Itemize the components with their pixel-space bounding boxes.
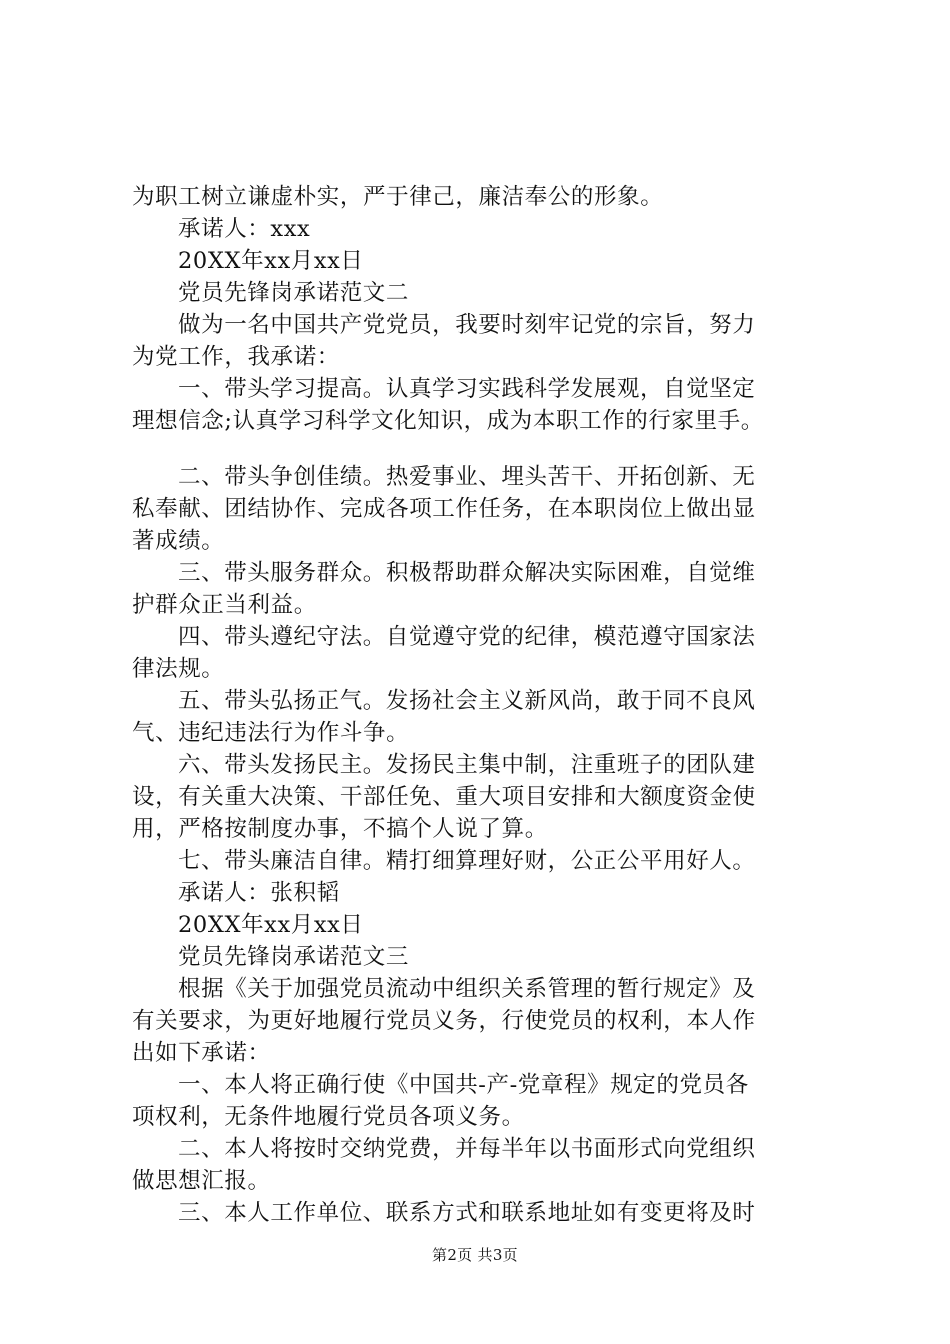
text-line: 五、带头弘扬正气。发扬社会主义新风尚，敢于同不良风	[178, 688, 756, 714]
text-line: 二、本人将按时交纳党费，并每半年以书面形式向党组织	[178, 1136, 756, 1162]
date-line: 20XX年xx月xx日	[178, 248, 364, 274]
text-line: 律法规。	[132, 656, 225, 682]
text-line: 四、带头遵纪守法。自觉遵守党的纪律，模范遵守国家法	[178, 624, 756, 650]
text-line: 六、带头发扬民主。发扬民主集中制，注重班子的团队建	[178, 752, 756, 778]
text-line: 七、带头廉洁自律。精打细算理好财，公正公平用好人。	[178, 848, 756, 874]
text-line: 为党工作，我承诺：	[132, 344, 340, 370]
text-line: 三、带头服务群众。积极帮助群众解决实际困难，自觉维	[178, 560, 756, 586]
text-line: 为职工树立谦虚朴实，严于律己，廉洁奉公的形象。	[132, 184, 664, 210]
text-line: 护群众正当利益。	[132, 592, 317, 618]
text-line: 根据《关于加强党员流动中组织关系管理的暂行规定》及	[178, 976, 756, 1002]
text-line: 做为一名中国共产党党员，我要时刻牢记党的宗旨，努力	[178, 312, 756, 338]
text-line: 出如下承诺：	[132, 1040, 271, 1066]
text-line: 三、本人工作单位、联系方式和联系地址如有变更将及时	[178, 1200, 756, 1226]
text-line: 气、违纪违法行为作斗争。	[132, 720, 410, 746]
text-line: 一、本人将正确行使《中国共-产-党章程》规定的党员各	[178, 1072, 749, 1098]
text-line: 项权利，无条件地履行党员各项义务。	[132, 1104, 525, 1130]
text-line: 著成绩。	[132, 528, 225, 554]
text-line: 用，严格按制度办事，不搞个人说了算。	[132, 816, 548, 842]
date-line: 20XX年xx月xx日	[178, 912, 364, 938]
section-heading: 党员先锋岗承诺范文二	[178, 280, 410, 306]
text-line: 二、带头争创佳绩。热爱事业、埋头苦干、开拓创新、无	[178, 464, 756, 490]
page-footer: 第2页 共3页	[432, 1246, 518, 1264]
text-line: 做思想汇报。	[132, 1168, 271, 1194]
text-line: 理想信念;认真学习科学文化知识，成为本职工作的行家里手。	[132, 408, 764, 434]
signatory-line: 承诺人：xxx	[178, 216, 311, 242]
signatory-line: 承诺人：张积韬	[178, 880, 340, 906]
text-line: 设，有关重大决策、干部任免、重大项目安排和大额度资金使	[132, 784, 756, 810]
section-heading: 党员先锋岗承诺范文三	[178, 944, 410, 970]
text-line: 有关要求，为更好地履行党员义务，行使党员的权利，本人作	[132, 1008, 756, 1034]
text-line: 一、带头学习提高。认真学习实践科学发展观，自觉坚定	[178, 376, 756, 402]
text-line: 私奉献、团结协作、完成各项工作任务，在本职岗位上做出显	[132, 496, 756, 522]
